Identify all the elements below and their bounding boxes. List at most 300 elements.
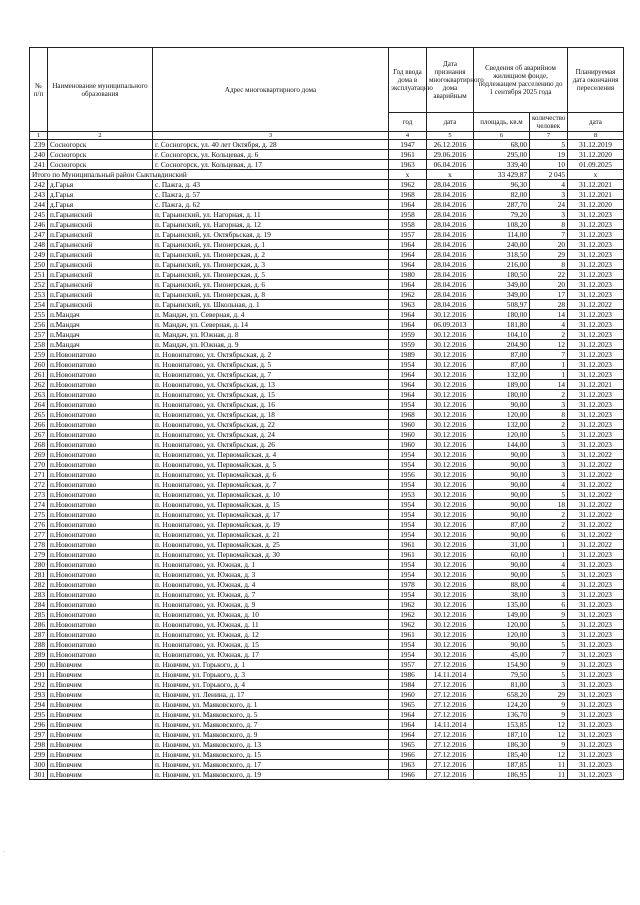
- cell-planned-date: 01.09.2025: [568, 160, 624, 170]
- cell-year-built: 1961: [389, 150, 427, 160]
- cell-emergency-date: 28.04.2016: [427, 230, 474, 240]
- cell-year-built: 1954: [389, 480, 427, 490]
- cell-planned-date: 31.12.2023: [568, 720, 624, 730]
- cell-planned-date: 31.12.2023: [568, 660, 624, 670]
- cell-row-num: 241: [30, 160, 48, 170]
- header-municipality: Наименование муниципального образования: [48, 48, 153, 132]
- cell-emergency-date: 30.12.2016: [427, 580, 474, 590]
- table-row: [30, 620, 624, 630]
- cell-people: 20: [530, 240, 568, 250]
- cell-area: 90,00: [474, 530, 530, 540]
- cell-planned-date: 31.12.2023: [568, 210, 624, 220]
- table-row: [30, 190, 624, 200]
- cell-area: 132,00: [474, 370, 530, 380]
- cell-year-built: 1986: [389, 670, 427, 680]
- cell-emergency-date: 30.12.2016: [427, 380, 474, 390]
- cell-year-built: 1963: [389, 300, 427, 310]
- cell-address: п. Нювчим, ул. Маяковского, д. 9: [153, 730, 389, 740]
- cell-year-built: 1947: [389, 140, 427, 150]
- table-row: [30, 310, 624, 320]
- cell-planned-date: 31.12.2023: [568, 250, 624, 260]
- cell-planned-date: 31.12.2022: [568, 450, 624, 460]
- cell-people: 3: [530, 630, 568, 640]
- column-number-cell: 5: [427, 132, 474, 140]
- cell-planned-date: 31.12.2023: [568, 350, 624, 360]
- table-row: [30, 480, 624, 490]
- cell-people: 2: [530, 510, 568, 520]
- cell-row-num: 285: [30, 610, 48, 620]
- table-row: [30, 720, 624, 730]
- cell-address: п. Гарьинский, ул. Нагорная, д. 11: [153, 210, 389, 220]
- cell-address: г. Сосногорск, ул. Кольцевая, д. 17: [153, 160, 389, 170]
- cell-planned-date: 31.12.2023: [568, 270, 624, 280]
- cell-planned-date: 31.12.2023: [568, 280, 624, 290]
- cell-planned-date: 31.12.2023: [568, 220, 624, 230]
- cell-year-built: 1964: [389, 320, 427, 330]
- cell-address: п. Новоипатово, ул. Южная, д. 11: [153, 620, 389, 630]
- cell-row-num: 243: [30, 190, 48, 200]
- cell-planned-date: 31.12.2023: [568, 400, 624, 410]
- cell-area: 90,00: [474, 490, 530, 500]
- cell-row-num: 273: [30, 490, 48, 500]
- cell-municipality: п.Гарьинский: [48, 260, 153, 270]
- column-number-cell: 2: [48, 132, 153, 140]
- cell-address: п. Новоипатово, ул. Октябрьская, д. 18: [153, 410, 389, 420]
- cell-municipality: п.Новоипатово: [48, 460, 153, 470]
- cell-area: 144,00: [474, 440, 530, 450]
- cell-planned-date: 31.12.2023: [568, 330, 624, 340]
- cell-address: п. Новоипатово, ул. Первомайская, д. 5: [153, 460, 389, 470]
- cell-municipality: п.Нювчим: [48, 770, 153, 780]
- cell-row-num: 299: [30, 750, 48, 760]
- cell-address: п. Новоипатово, ул. Первомайская, д. 10: [153, 490, 389, 500]
- cell-municipality: п.Новоипатово: [48, 350, 153, 360]
- cell-year-built: 1984: [389, 680, 427, 690]
- cell-year-built: 1962: [389, 620, 427, 630]
- cell-row-num: 280: [30, 560, 48, 570]
- cell-emergency-date: 14.11.2014: [427, 670, 474, 680]
- table-row: [30, 160, 624, 170]
- table-row: [30, 540, 624, 550]
- column-number-cell: 7: [530, 132, 568, 140]
- cell-area: 136,70: [474, 710, 530, 720]
- cell-year-built: 1960: [389, 430, 427, 440]
- table-row: [30, 400, 624, 410]
- cell-year-built: 1957: [389, 230, 427, 240]
- cell-municipality: п.Мандач: [48, 310, 153, 320]
- cell-emergency-date: 30.12.2016: [427, 460, 474, 470]
- cell-municipality: п.Нювчим: [48, 670, 153, 680]
- table-row: [30, 730, 624, 740]
- cell-people: 18: [530, 500, 568, 510]
- cell-municipality: п.Новоипатово: [48, 360, 153, 370]
- cell-people: 5: [530, 430, 568, 440]
- cell-municipality: Сосногорск: [48, 140, 153, 150]
- cell-municipality: п.Новоипатово: [48, 560, 153, 570]
- cell-people: 11: [530, 760, 568, 770]
- table-row: [30, 510, 624, 520]
- cell-municipality: п.Новоипатово: [48, 400, 153, 410]
- cell-emergency-date: 29.06.2016: [427, 150, 474, 160]
- table-row: [30, 370, 624, 380]
- cell-year-built: 1980: [389, 270, 427, 280]
- cell-people: 7: [530, 650, 568, 660]
- cell-year-built: 1954: [389, 650, 427, 660]
- table-body-main: [30, 180, 624, 780]
- cell-area: 81,00: [474, 680, 530, 690]
- column-number-cell: 8: [568, 132, 624, 140]
- cell-planned-date: 31.12.2022: [568, 530, 624, 540]
- cell-people: 2: [530, 390, 568, 400]
- cell-planned-date: 31.12.2023: [568, 410, 624, 420]
- cell-planned-date: 31.12.2023: [568, 260, 624, 270]
- cell-people: 2: [530, 520, 568, 530]
- table-row: [30, 440, 624, 450]
- cell-address: п. Новоипатово, ул. Октябрьская, д. 24: [153, 430, 389, 440]
- cell-address: п. Новоипатово, ул. Октябрьская, д. 15: [153, 390, 389, 400]
- cell-year-built: 1964: [389, 280, 427, 290]
- total-area: 33 429,87: [474, 170, 530, 180]
- table-row: [30, 240, 624, 250]
- cell-people: 29: [530, 690, 568, 700]
- cell-people: 9: [530, 740, 568, 750]
- cell-year-built: 1954: [389, 520, 427, 530]
- header-planned: Планируемая дата окончания переселения: [568, 48, 624, 113]
- cell-municipality: д.Гарья: [48, 190, 153, 200]
- cell-row-num: 288: [30, 640, 48, 650]
- cell-address: п. Мандач, ул. Северная, д. 4: [153, 310, 389, 320]
- cell-people: 4: [530, 180, 568, 190]
- cell-people: 9: [530, 710, 568, 720]
- cell-row-num: 260: [30, 360, 48, 370]
- cell-people: 10: [530, 160, 568, 170]
- cell-people: 8: [530, 410, 568, 420]
- cell-address: п. Новоипатово, ул. Южная, д. 9: [153, 600, 389, 610]
- cell-people: 5: [530, 640, 568, 650]
- cell-people: 3: [530, 450, 568, 460]
- cell-municipality: п.Гарьинский: [48, 300, 153, 310]
- table-row: [30, 280, 624, 290]
- cell-address: п. Новоипатово, ул. Южная, д. 12: [153, 630, 389, 640]
- cell-planned-date: 31.12.2023: [568, 690, 624, 700]
- cell-emergency-date: 30.12.2016: [427, 600, 474, 610]
- cell-row-num: 245: [30, 210, 48, 220]
- cell-municipality: п.Нювчим: [48, 660, 153, 670]
- cell-area: 120,00: [474, 620, 530, 630]
- header-address: Адрес многоквартирного дома: [153, 48, 389, 132]
- table-row: [30, 630, 624, 640]
- cell-year-built: 1954: [389, 510, 427, 520]
- cell-emergency-date: 30.12.2016: [427, 490, 474, 500]
- cell-address: п. Мандач, ул. Южная, д. 9: [153, 340, 389, 350]
- cell-year-built: 1964: [389, 720, 427, 730]
- cell-emergency-date: 27.12.2016: [427, 680, 474, 690]
- cell-area: 154,90: [474, 660, 530, 670]
- subheader-year: год: [389, 113, 427, 132]
- cell-year-built: 1964: [389, 310, 427, 320]
- cell-address: п. Новоипатово, ул. Октябрьская, д. 2: [153, 350, 389, 360]
- cell-area: 96,30: [474, 180, 530, 190]
- cell-planned-date: 31.12.2023: [568, 770, 624, 780]
- cell-planned-date: 31.12.2023: [568, 700, 624, 710]
- cell-emergency-date: 30.12.2016: [427, 420, 474, 430]
- cell-row-num: 256: [30, 320, 48, 330]
- cell-municipality: п.Нювчим: [48, 750, 153, 760]
- table-row: [30, 580, 624, 590]
- cell-row-num: 239: [30, 140, 48, 150]
- cell-year-built: 1954: [389, 500, 427, 510]
- cell-row-num: 301: [30, 770, 48, 780]
- total-people: 2 045: [530, 170, 568, 180]
- cell-area: 185,40: [474, 750, 530, 760]
- cell-emergency-date: 30.12.2016: [427, 340, 474, 350]
- cell-emergency-date: 30.12.2016: [427, 350, 474, 360]
- cell-municipality: п.Новоипатово: [48, 390, 153, 400]
- total-date: x: [427, 170, 474, 180]
- cell-address: п. Гарьинский, ул. Нагорная, д. 12: [153, 220, 389, 230]
- cell-address: п. Нювчим, ул. Маяковского, д. 17: [153, 760, 389, 770]
- cell-planned-date: 31.12.2022: [568, 300, 624, 310]
- cell-area: 90,00: [474, 640, 530, 650]
- cell-year-built: 1965: [389, 740, 427, 750]
- cell-emergency-date: 30.12.2016: [427, 620, 474, 630]
- header-num: № п/п: [30, 48, 48, 132]
- table-row: [30, 430, 624, 440]
- cell-row-num: 269: [30, 450, 48, 460]
- cell-emergency-date: 27.12.2016: [427, 760, 474, 770]
- cell-people: 20: [530, 280, 568, 290]
- cell-area: 68,00: [474, 140, 530, 150]
- table-row: [30, 520, 624, 530]
- cell-people: 5: [530, 620, 568, 630]
- cell-people: 12: [530, 720, 568, 730]
- header-date-emergency: Дата признания многоквартирного дома аварийным: [427, 48, 474, 113]
- cell-row-num: 282: [30, 580, 48, 590]
- cell-emergency-date: 30.12.2016: [427, 590, 474, 600]
- cell-municipality: п.Новоипатово: [48, 600, 153, 610]
- table-row: [30, 770, 624, 780]
- cell-municipality: п.Новоипатово: [48, 450, 153, 460]
- cell-planned-date: 31.12.2022: [568, 470, 624, 480]
- cell-municipality: п.Новоипатово: [48, 420, 153, 430]
- cell-municipality: п.Новоипатово: [48, 610, 153, 620]
- cell-address: п. Новоипатово, ул. Октябрьская, д. 16: [153, 400, 389, 410]
- cell-area: 186,95: [474, 770, 530, 780]
- cell-planned-date: 31.12.2023: [568, 670, 624, 680]
- cell-area: 114,00: [474, 230, 530, 240]
- cell-emergency-date: 26.12.2016: [427, 140, 474, 150]
- cell-emergency-date: 14.11.2014: [427, 720, 474, 730]
- cell-row-num: 251: [30, 270, 48, 280]
- cell-people: 9: [530, 700, 568, 710]
- cell-year-built: 1964: [389, 390, 427, 400]
- cell-planned-date: 31.12.2023: [568, 430, 624, 440]
- cell-address: п. Новоипатово, ул. Первомайская, д. 15: [153, 500, 389, 510]
- cell-year-built: 1954: [389, 460, 427, 470]
- cell-emergency-date: 28.04.2016: [427, 190, 474, 200]
- cell-row-num: 274: [30, 500, 48, 510]
- cell-row-num: 293: [30, 690, 48, 700]
- cell-municipality: п.Нювчим: [48, 680, 153, 690]
- cell-address: п. Новоипатово, ул. Южная, д. 15: [153, 640, 389, 650]
- cell-people: 1: [530, 370, 568, 380]
- cell-area: 38,00: [474, 590, 530, 600]
- column-number-cell: 4: [389, 132, 427, 140]
- cell-address: п. Новоипатово, ул. Южная, д. 10: [153, 610, 389, 620]
- cell-year-built: 1964: [389, 710, 427, 720]
- cell-row-num: 292: [30, 680, 48, 690]
- cell-address: п. Новоипатово, ул. Первомайская, д. 21: [153, 530, 389, 540]
- cell-year-built: 1954: [389, 560, 427, 570]
- cell-row-num: 284: [30, 600, 48, 610]
- cell-year-built: 1960: [389, 690, 427, 700]
- cell-area: 135,00: [474, 600, 530, 610]
- cell-address: п. Новоипатово, ул. Южная, д. 4: [153, 580, 389, 590]
- cell-municipality: п.Новоипатово: [48, 580, 153, 590]
- cell-emergency-date: 30.12.2016: [427, 530, 474, 540]
- cell-area: 90,00: [474, 400, 530, 410]
- cell-year-built: 1957: [389, 660, 427, 670]
- cell-planned-date: 31.12.2021: [568, 190, 624, 200]
- cell-area: 87,00: [474, 350, 530, 360]
- cell-row-num: 266: [30, 420, 48, 430]
- header-info: Сведения об аварийном жилищном фонде, подлежащем расселению до 1 сентября 2025 года: [474, 48, 568, 113]
- subheader-planned: дата: [568, 113, 624, 132]
- cell-area: 132,00: [474, 420, 530, 430]
- cell-planned-date: 31.12.2023: [568, 420, 624, 430]
- cell-planned-date: 31.12.2023: [568, 610, 624, 620]
- table-row: [30, 350, 624, 360]
- cell-municipality: п.Новоипатово: [48, 570, 153, 580]
- cell-planned-date: 31.12.2021: [568, 380, 624, 390]
- cell-area: 287,70: [474, 200, 530, 210]
- cell-row-num: 248: [30, 240, 48, 250]
- cell-planned-date: 31.12.2023: [568, 750, 624, 760]
- cell-area: 508,97: [474, 300, 530, 310]
- cell-people: 8: [530, 220, 568, 230]
- table-row: [30, 180, 624, 190]
- cell-municipality: п.Новоипатово: [48, 510, 153, 520]
- cell-address: п. Нювчим, ул. Маяковского, д. 19: [153, 770, 389, 780]
- cell-emergency-date: 28.04.2016: [427, 240, 474, 250]
- cell-area: 82,00: [474, 190, 530, 200]
- cell-address: п. Новоипатово, ул. Южная, д. 7: [153, 590, 389, 600]
- table-row: [30, 740, 624, 750]
- cell-area: 90,00: [474, 560, 530, 570]
- cell-emergency-date: 28.04.2016: [427, 270, 474, 280]
- cell-emergency-date: 30.12.2016: [427, 400, 474, 410]
- cell-municipality: п.Нювчим: [48, 690, 153, 700]
- cell-address: п. Нювчим, ул. Маяковского, д. 13: [153, 740, 389, 750]
- cell-emergency-date: 30.12.2016: [427, 480, 474, 490]
- cell-area: 90,00: [474, 460, 530, 470]
- cell-municipality: Сосногорск: [48, 150, 153, 160]
- cell-people: 11: [530, 770, 568, 780]
- table-row: [30, 600, 624, 610]
- cell-row-num: 270: [30, 460, 48, 470]
- cell-municipality: п.Нювчим: [48, 740, 153, 750]
- cell-planned-date: 31.12.2022: [568, 500, 624, 510]
- cell-emergency-date: 30.12.2016: [427, 370, 474, 380]
- cell-emergency-date: 28.04.2016: [427, 210, 474, 220]
- table-row: [30, 220, 624, 230]
- cell-row-num: 242: [30, 180, 48, 190]
- cell-area: 295,00: [474, 150, 530, 160]
- cell-planned-date: 31.12.2023: [568, 650, 624, 660]
- cell-address: п. Новоипатово, ул. Октябрьская, д. 5: [153, 360, 389, 370]
- cell-row-num: 261: [30, 370, 48, 380]
- cell-row-num: 294: [30, 700, 48, 710]
- cell-address: п. Нювчим, ул. Маяковского, д. 15: [153, 750, 389, 760]
- cell-address: п. Новоипатово, ул. Первомайская, д. 17: [153, 510, 389, 520]
- cell-municipality: п.Новоипатово: [48, 620, 153, 630]
- cell-people: 6: [530, 530, 568, 540]
- cell-municipality: п.Новоипатово: [48, 480, 153, 490]
- cell-address: п. Нювчим, ул. Маяковского, д. 7: [153, 720, 389, 730]
- cell-address: с. Пажга, д. 57: [153, 190, 389, 200]
- cell-year-built: 1954: [389, 640, 427, 650]
- cell-emergency-date: 27.12.2016: [427, 750, 474, 760]
- cell-planned-date: 31.12.2023: [568, 760, 624, 770]
- table-body-top: [30, 140, 624, 170]
- cell-area: 349,00: [474, 290, 530, 300]
- cell-year-built: 1964: [389, 240, 427, 250]
- cell-emergency-date: 30.12.2016: [427, 470, 474, 480]
- cell-address: п. Нювчим, ул. Горького, д. 4: [153, 680, 389, 690]
- cell-municipality: п.Нювчим: [48, 730, 153, 740]
- cell-row-num: 253: [30, 290, 48, 300]
- cell-people: 19: [530, 150, 568, 160]
- cell-emergency-date: 30.12.2016: [427, 390, 474, 400]
- column-number-cell: 3: [153, 132, 389, 140]
- cell-planned-date: 31.12.2022: [568, 510, 624, 520]
- cell-people: 3: [530, 440, 568, 450]
- total-year: x: [389, 170, 427, 180]
- cell-year-built: 1965: [389, 700, 427, 710]
- table-row: [30, 460, 624, 470]
- subheader-people: количество человек: [530, 113, 568, 132]
- cell-row-num: 297: [30, 730, 48, 740]
- table-row: [30, 500, 624, 510]
- cell-year-built: 1954: [389, 360, 427, 370]
- cell-municipality: п.Новоипатово: [48, 530, 153, 540]
- cell-emergency-date: 27.12.2016: [427, 740, 474, 750]
- cell-year-built: 1964: [389, 380, 427, 390]
- cell-municipality: п.Нювчим: [48, 760, 153, 770]
- cell-row-num: 289: [30, 650, 48, 660]
- cell-year-built: 1964: [389, 250, 427, 260]
- cell-area: 186,30: [474, 740, 530, 750]
- cell-row-num: 276: [30, 520, 48, 530]
- cell-emergency-date: 30.12.2016: [427, 610, 474, 620]
- cell-municipality: п.Новоипатово: [48, 490, 153, 500]
- cell-municipality: п.Мандач: [48, 320, 153, 330]
- cell-row-num: 267: [30, 430, 48, 440]
- cell-row-num: 250: [30, 260, 48, 270]
- cell-area: 349,00: [474, 280, 530, 290]
- cell-year-built: 1960: [389, 440, 427, 450]
- cell-area: 120,00: [474, 430, 530, 440]
- cell-area: 79,50: [474, 670, 530, 680]
- cell-area: 204,90: [474, 340, 530, 350]
- cell-people: 5: [530, 140, 568, 150]
- cell-area: 120,00: [474, 630, 530, 640]
- table-row: [30, 490, 624, 500]
- cell-emergency-date: 30.12.2016: [427, 560, 474, 570]
- cell-planned-date: 31.12.2023: [568, 390, 624, 400]
- cell-planned-date: 31.12.2023: [568, 310, 624, 320]
- cell-area: 90,00: [474, 510, 530, 520]
